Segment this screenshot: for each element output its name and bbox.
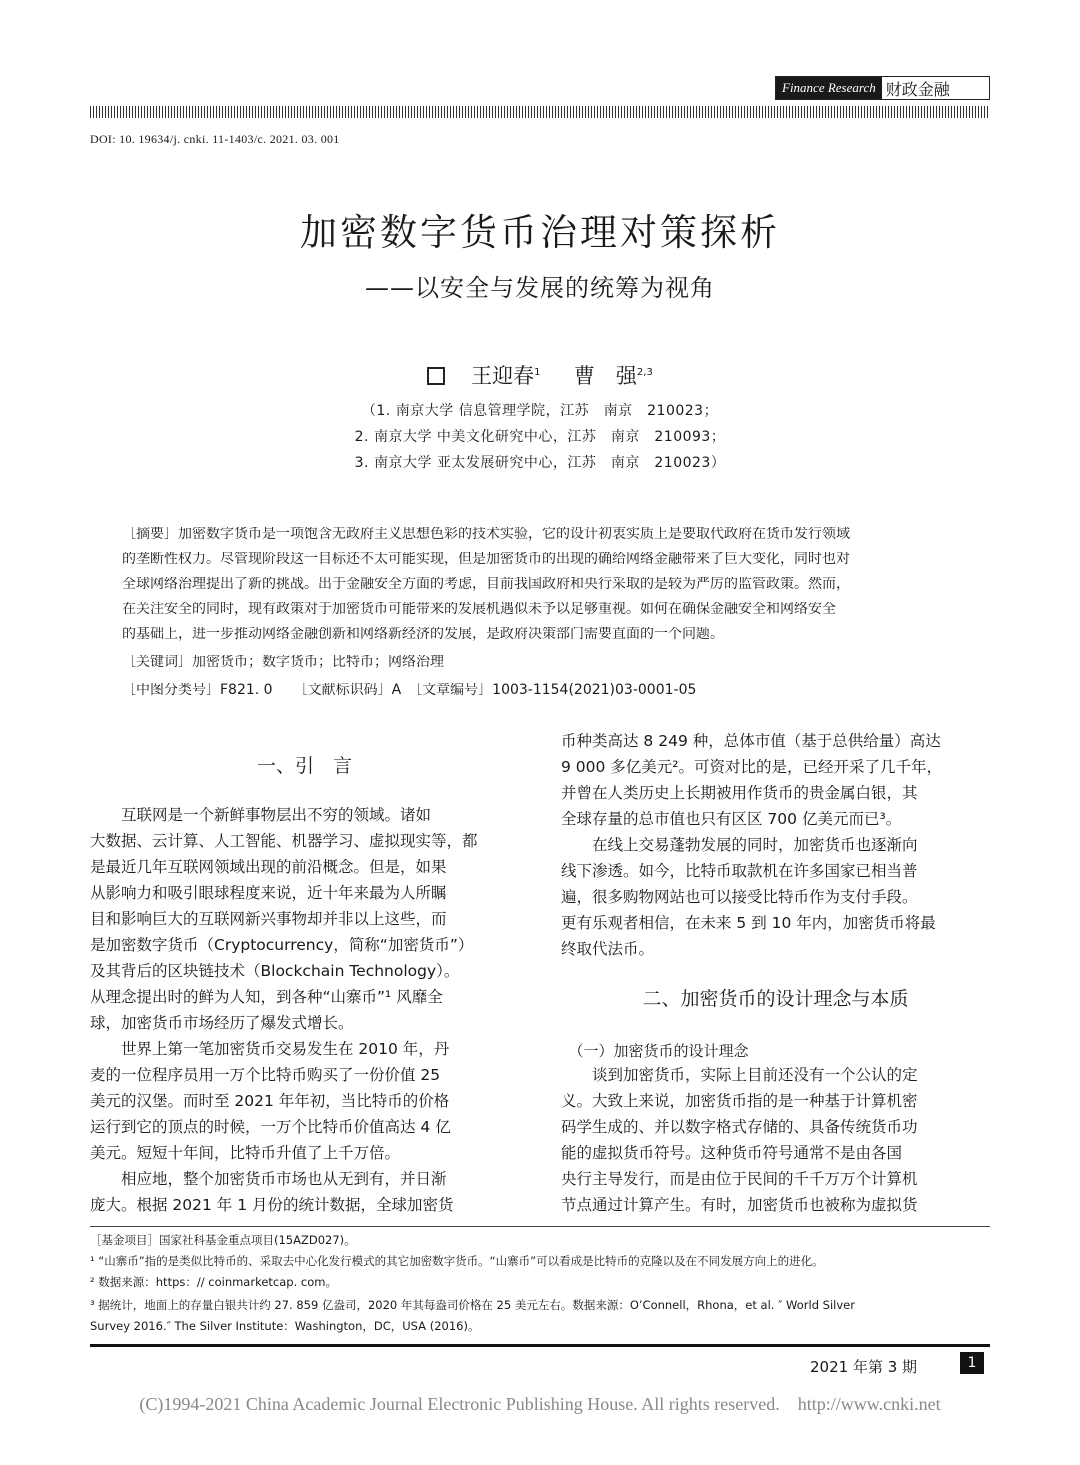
footnote-3: ³ 据统计，地面上的存量白银共计约 27. 859 亿盎司，2020 年其每盎司价格在 25 美元左右。数据来源：O’Connell，Rhona，et al. ″ World Silver [90,1298,855,1312]
body-line: 在线上交易蓬勃发展的同时，加密货币也逐渐向 [561,836,918,854]
keywords: ［关键词］加密货币；数字货币；比特币；网络治理 [122,655,444,669]
affiliation-2: 2. 南京大学 中美文化研究中心，江苏 南京 210093； [354,429,726,445]
body-line: 9 000 多亿美元²。可资对比的是，已经开采了几千年， [561,758,943,776]
author-2-sup: 2,3 [636,367,653,378]
affiliation-3: 3. 南京大学 亚太发展研究中心，江苏 南京 210023） [354,455,726,471]
body-line: 麦的一位程序员用一万个比特币购买了一份价值 25 [90,1066,441,1084]
doi: DOI: 10. 19634/j. cnki. 11-1403/c. 2021. 03. 001 [90,132,340,146]
body-line: 央行主导发行，而是由位于民间的千千万万个计算机 [561,1170,918,1188]
body-line: 是最近几年互联网领域出现的前沿概念。但是，如果 [90,858,447,876]
body-line: 是加密数字货币（Cryptocurrency，简称“加密货币”） [90,936,474,954]
footnote-fund: ［基金项目］国家社科基金重点项目(15AZD027)。 [90,1233,356,1247]
journal-header-box [775,76,990,100]
body-line: 世界上第一笔加密货币交易发生在 2010 年，丹 [90,1040,450,1058]
body-line: 互联网是一个新鲜事物层出不穷的领域。诸如 [90,806,432,824]
body-line: 更有乐观者相信，在未来 5 到 10 年内，加密货币将最 [561,914,936,932]
body-line: 谈到加密货币，实际上目前还没有一个公认的定 [561,1066,918,1084]
abstract-line: 的垄断性权力。尽管现阶段这一目标还不太可能实现，但是加密货币的出现的确给网络金融带来了巨大变化，同时也对 [122,552,850,566]
footnote-2: ² 数据来源：https：// coinmarketcap. com。 [90,1275,337,1289]
footnote-rule [90,1226,990,1227]
author-box-icon [427,367,445,385]
issue-label: 2021 年第 3 期 [810,1358,918,1376]
body-line: 目和影响巨大的互联网新兴事物却并非以上这些，而 [90,910,447,928]
author-1: 王迎春 [471,364,535,388]
body-line: 终取代法币。 [561,940,655,958]
page-number: 1 [960,1352,984,1374]
body-line: 节点通过计算产生。有时，加密货币也被称为虚拟货 [561,1196,918,1214]
abstract-line: 在关注安全的同时，现有政策对于加密货币可能带来的发展机遇似未予以足够重视。如何在确保金融安全和网络安全 [122,602,836,616]
copyright-watermark: (C)1994-2021 China Academic Journal Electronic Publishing House. All rights reserved. http://www.cnki.net [139,1394,941,1414]
body-line: 币种类高达 8 249 种，总体市值（基于总供给量）高达 [561,732,941,750]
body-line: 码学生成的、并以数字格式存储的、具备传统货币功 [561,1118,918,1136]
footer-rule [90,1344,990,1347]
author-2: 曹 强 [573,364,637,388]
body-line: 美元的汉堡。而时至 2021 年年初，当比特币的价格 [90,1092,450,1110]
body-line: 全球存量的总市值也只有区区 700 亿美元而已³。 [561,810,902,828]
abstract-line: ［摘要］加密数字货币是一项饱含无政府主义思想色彩的技术实验，它的设计初衷实质上是要取代政府在货币发行领域 [122,527,850,541]
body-line: 庞大。根据 2021 年 1 月份的统计数据，全球加密货 [90,1196,454,1214]
journal-section-cn: 财政金融 [885,79,950,99]
paper-subtitle: ——以安全与发展的统筹为视角 [365,274,715,302]
body-line: 并曾在人类历史上长期被用作货币的贵金属白银，其 [561,784,918,802]
section-heading-intro: 一、引 言 [256,755,352,777]
header-stripe-rule [90,106,990,118]
abstract-line: 全球网络治理提出了新的挑战。出于金融安全方面的考虑，目前我国政府和央行采取的是较为严厉的监管政策。然而， [122,577,850,591]
body-line: 大数据、云计算、人工智能、机器学习、虚拟现实等，都 [90,832,478,850]
section-heading-design: 二、加密货币的设计理念与本质 [642,988,909,1010]
body-line: 从影响力和吸引眼球程度来说，近十年来最为人所瞩 [90,884,447,902]
body-line: 美元。短短十年间，比特币升值了上千万倍。 [90,1144,401,1162]
footnote-3-cont: Survey 2016.″ The Silver Institute：Washington，DC，USA (2016)。 [90,1319,480,1333]
body-line: 相应地，整个加密货币市场也从无到有，并日渐 [90,1170,447,1188]
footnote-1: ¹ “山寨币”指的是类似比特币的、采取去中心化发行模式的其它加密数字货币。“山寨币”可以看成是比特币的克隆以及在不同发展方向上的进化。 [90,1254,824,1268]
authors [0,360,1080,390]
body-line: 及其背后的区块链技术（Blockchain Technology）。 [90,962,460,980]
body-line: 从理念提出时的鲜为人知，到各种“山寨币”¹ 风靡全 [90,988,443,1006]
body-line: 能的虚拟货币符号。这种货币符号通常不是由各国 [561,1144,903,1162]
body-line: 运行到它的顶点的时候，一万个比特币价值高达 4 亿 [90,1118,451,1136]
paper-title: 加密数字货币治理对策探析 [300,211,780,254]
journal-name-en: Finance Research [776,77,882,99]
affiliation-1: （1. 南京大学 信息管理学院，江苏 南京 210023； [361,403,719,419]
body-line: 遍，很多购物网站也可以接受比特币作为支付手段。 [561,888,918,906]
subsection-heading: （一）加密货币的设计理念 [561,1042,749,1060]
classification: ［中图分类号］F821. 0 ［文献标识码］A ［文章编号］1003-1154(2021)03-0001-05 [122,683,697,697]
abstract-line: 的基础上，进一步推动网络金融创新和网络新经济的发展，是政府决策部门需要直面的一个问题。 [122,627,724,641]
body-line: 线下渗透。如今，比特币取款机在许多国家已相当普 [561,862,918,880]
author-1-sup: 1 [534,367,541,378]
body-line: 球，加密货币市场经历了爆发式增长。 [90,1014,354,1032]
body-line: 义。大致上来说，加密货币指的是一种基于计算机密 [561,1092,918,1110]
